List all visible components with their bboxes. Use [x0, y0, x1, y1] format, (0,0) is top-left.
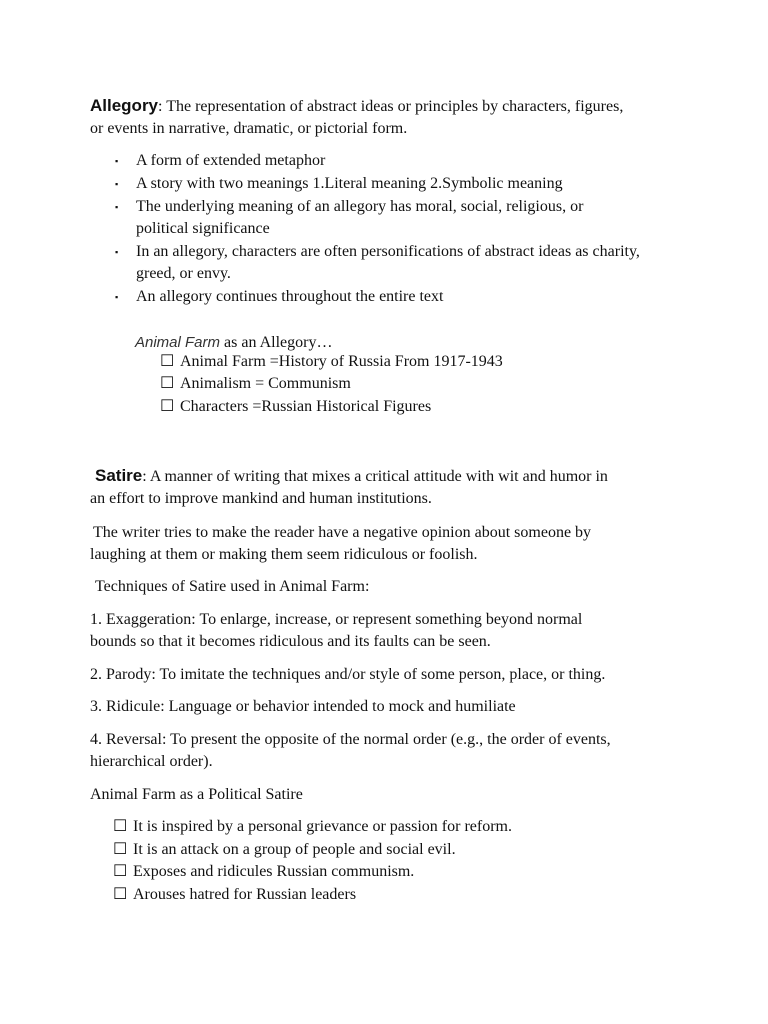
- bullet-icon: ▪: [115, 292, 119, 302]
- satire-paragraph-line2: laughing at them or making them seem ridiculous or foolish.: [90, 546, 478, 563]
- list-item: ☐ Exposes and ridicules Russian communism.: [113, 861, 414, 883]
- checkbox-icon: ☐: [160, 353, 175, 370]
- technique-reversal: 4. Reversal: To present the opposite of the normal order (e.g., the order of events,: [90, 731, 611, 748]
- checkbox-icon: ☐: [160, 398, 175, 415]
- checkbox-icon: ☐: [160, 375, 175, 392]
- satire-definition: [95, 465, 608, 488]
- satire-definition-line2: an effort to improve mankind and human institutions.: [90, 490, 432, 507]
- technique-exaggeration: 1. Exaggeration: To enlarge, increase, or represent something beyond normal: [90, 611, 583, 628]
- checkbox-icon: ☐: [113, 886, 128, 903]
- satire-definition-text: : A manner of writing that mixes a critical attitude with wit and humor in: [142, 468, 608, 485]
- technique-exaggeration-line2: bounds so that it becomes ridiculous and its faults can be seen.: [90, 633, 491, 650]
- technique-ridicule: 3. Ridicule: Language or behavior intended to mock and humiliate: [90, 698, 516, 715]
- satire-term: Satire: [95, 466, 143, 485]
- list-item: ▪ In an allegory, characters are often personifications of abstract ideas as charity, greed, or envy.: [115, 243, 640, 282]
- technique-reversal-line2: hierarchical order).: [90, 753, 213, 770]
- bullet-icon: ▪: [115, 247, 119, 257]
- allegory-definition: [90, 95, 623, 118]
- list-item: ☐ Arouses hatred for Russian leaders: [113, 884, 356, 906]
- animal-farm-allegory-heading: Animal Farm as an Allegory…: [135, 334, 333, 351]
- checkbox-icon: ☐: [113, 818, 128, 835]
- allegory-bullet-list: [115, 150, 675, 309]
- technique-parody: 2. Parody: To imitate the techniques and/or style of some person, place, or thing.: [90, 666, 606, 683]
- list-item: ▪ A form of extended metaphor: [115, 150, 675, 172]
- political-satire-heading: Animal Farm as a Political Satire: [90, 786, 303, 803]
- list-item: ☐ Animal Farm =History of Russia From 1917-1943: [160, 351, 503, 373]
- allegory-definition-line2: or events in narrative, dramatic, or pictorial form.: [90, 120, 408, 137]
- bullet-icon: ▪: [115, 202, 119, 212]
- list-item: ☐ Characters =Russian Historical Figures: [160, 396, 431, 418]
- bullet-icon: ▪: [115, 156, 119, 166]
- bullet-icon: ▪: [115, 179, 119, 189]
- list-item: ☐ It is inspired by a personal grievance or passion for reform.: [113, 816, 512, 838]
- list-item: ▪ An allegory continues throughout the entire text: [115, 286, 675, 308]
- checkbox-icon: ☐: [113, 841, 128, 858]
- list-item: ☐ It is an attack on a group of people and social evil.: [113, 839, 456, 861]
- allegory-term: Allegory: [90, 96, 159, 115]
- satire-paragraph-line1: The writer tries to make the reader have a negative opinion about someone by: [93, 524, 592, 541]
- list-item: ☐ Animalism = Communism: [160, 373, 351, 395]
- list-item: ▪ A story with two meanings 1.Literal meaning 2.Symbolic meaning: [115, 173, 675, 195]
- list-item: ▪ The underlying meaning of an allegory has moral, social, religious, or political significance: [115, 198, 584, 237]
- checkbox-icon: ☐: [113, 863, 128, 880]
- allegory-definition-text: : The representation of abstract ideas or principles by characters, figures,: [158, 98, 624, 115]
- techniques-heading: Techniques of Satire used in Animal Farm:: [95, 578, 370, 595]
